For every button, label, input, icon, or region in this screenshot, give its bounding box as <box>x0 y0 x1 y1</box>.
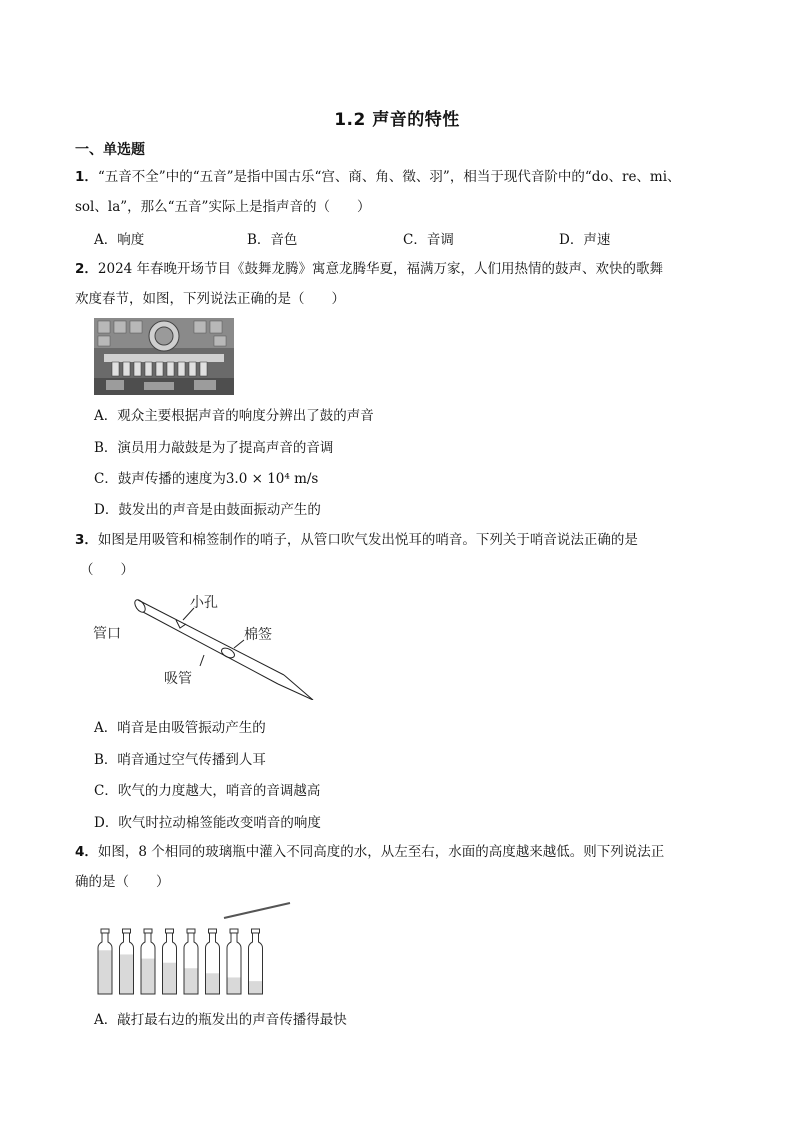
label-straw: 吸管 <box>164 671 192 687</box>
bottle-cap <box>230 929 238 933</box>
question-4-line-2: 确的是（ ） <box>75 874 170 890</box>
question-number: 1． <box>75 169 98 185</box>
bottle-cap <box>187 929 195 933</box>
question-1-line-2: sol、la”，那么“五音”实际上是指声音的（ ） <box>75 199 371 215</box>
question-number: 2． <box>75 261 98 277</box>
bottle-6 <box>206 929 220 994</box>
question-3-line-1 <box>75 530 638 550</box>
q3-option-a[interactable]: A．哨音是由吸管振动产生的 <box>94 720 266 736</box>
q1-option-a[interactable]: A．响度 <box>94 232 145 248</box>
q3-option-d[interactable]: D．吹气时拉动棉签能改变哨音的响度 <box>94 815 321 831</box>
question-text: “五音不全”中的“五音”是指中国古乐“宫、商、角、徵、羽”，相当于现代音阶中的“do、re、mi、 <box>97 169 681 185</box>
question-text: 如图是用吸管和棉签制作的哨子，从管口吹气发出悦耳的哨音。下列关于哨音说法正确的是 <box>97 532 638 548</box>
q3-option-b[interactable]: B．哨音通过空气传播到人耳 <box>94 752 266 768</box>
q3-option-c[interactable]: C．吹气的力度越大，哨音的音调越高 <box>94 783 321 799</box>
water-level <box>249 981 263 994</box>
question-2-line-1 <box>75 259 663 279</box>
water-level <box>120 954 134 994</box>
question-1-line-1 <box>75 167 681 187</box>
water-level <box>206 973 220 994</box>
water-level <box>184 968 198 994</box>
bottles-diagram <box>90 898 300 998</box>
q1-option-d[interactable]: D．声速 <box>559 232 611 248</box>
whistle-diagram <box>88 590 318 700</box>
q2-option-a[interactable]: A．观众主要根据声音的响度分辨出了鼓的声音 <box>94 408 374 424</box>
bottle-cap <box>101 929 109 933</box>
bottle-7 <box>227 929 241 994</box>
bottle-2 <box>120 929 134 994</box>
bottle-1 <box>98 929 112 994</box>
q2-option-d[interactable]: D．鼓发出的声音是由鼓面振动产生的 <box>94 502 321 518</box>
bottle-cap <box>166 929 174 933</box>
bottle-8 <box>249 929 263 994</box>
water-level <box>141 959 155 994</box>
q1-option-c[interactable]: C．音调 <box>403 232 454 248</box>
question-number: 3． <box>75 532 98 548</box>
bottle-cap <box>209 929 217 933</box>
question-2-line-2: 欢度春节，如图，下列说法正确的是（ ） <box>75 291 345 307</box>
q1-option-b[interactable]: B．音色 <box>247 232 298 248</box>
page-title: 1.2 声音的特性 <box>334 110 460 130</box>
water-level <box>98 950 112 994</box>
label-hole: 小孔 <box>190 595 218 611</box>
q2-option-b[interactable]: B．演员用力敲鼓是为了提高声音的音调 <box>94 440 334 456</box>
bottle-cap <box>252 929 260 933</box>
bottle-5 <box>184 929 198 994</box>
bottle-cap <box>144 929 152 933</box>
question-3-line-2: （ ） <box>80 562 134 578</box>
section-heading: 一、单选题 <box>75 142 145 158</box>
question-4-line-1 <box>75 842 664 862</box>
question-text: 2024 年春晚开场节目《鼓舞龙腾》寓意龙腾华夏，福满万家，人们用热情的鼓声、欢快的歌舞 <box>97 261 664 277</box>
water-level <box>163 963 177 994</box>
water-level <box>227 977 241 994</box>
question-number: 4． <box>75 844 98 860</box>
bottle-cap <box>123 929 131 933</box>
bottle-4 <box>163 929 177 994</box>
bottle-3 <box>141 929 155 994</box>
q2-option-c[interactable]: C．鼓声传播的速度为3.0 × 10⁴ m/s <box>94 471 319 487</box>
q4-option-a[interactable]: A．敲打最右边的瓶发出的声音传播得最快 <box>94 1012 347 1028</box>
stick <box>224 903 290 918</box>
label-mouth: 管口 <box>93 626 121 642</box>
label-swab: 棉签 <box>244 627 272 643</box>
question-text: 如图，8 个相同的玻璃瓶中灌入不同高度的水，从左至右，水面的高度越来越低。则下列说法正 <box>97 844 665 860</box>
stage-photo <box>94 318 234 395</box>
